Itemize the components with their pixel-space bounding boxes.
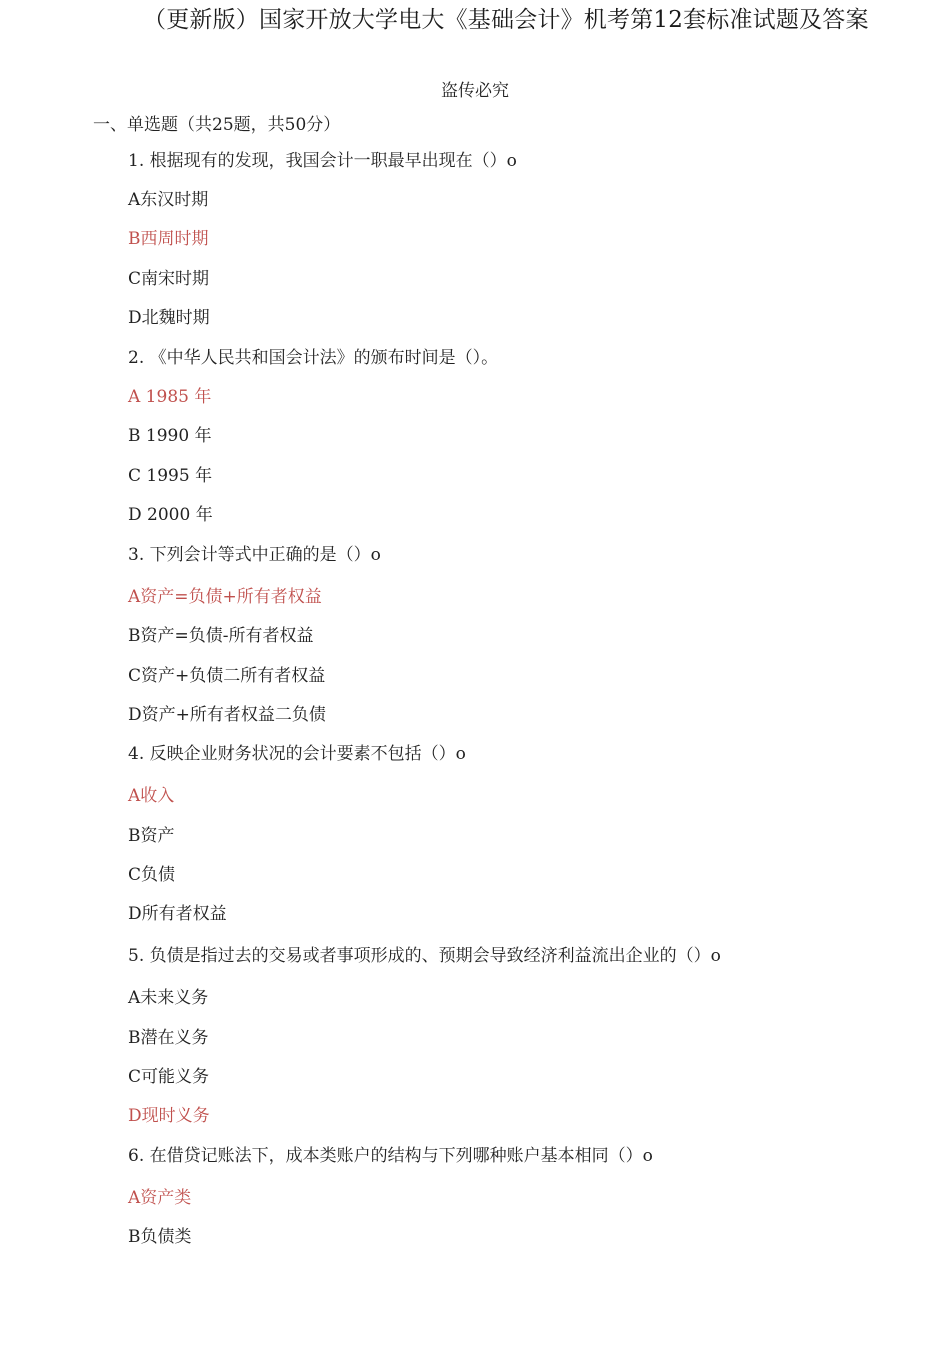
question-6-option-a: A资产类 xyxy=(128,1188,192,1208)
question-5-option-a: A未来义务 xyxy=(128,988,209,1008)
question-1-option-d: D北魏时期 xyxy=(128,308,210,328)
question-2-option-b: B 1990 年 xyxy=(128,426,212,446)
question-6-text: 6. 在借贷记账法下，成本类账户的结构与下列哪种账户基本相同（）o xyxy=(128,1146,653,1166)
question-5-option-c: C可能义务 xyxy=(128,1067,210,1087)
question-4-option-d: D所有者权益 xyxy=(128,904,227,924)
question-4-text: 4. 反映企业财务状况的会计要素不包括（）o xyxy=(128,744,466,764)
question-3-option-c: C资产+负债二所有者权益 xyxy=(128,666,326,686)
question-2-text: 2. 《中华人民共和国会计法》的颁布时间是（）。 xyxy=(128,348,499,368)
question-1-option-c: C南宋时期 xyxy=(128,269,210,289)
question-2-option-c: C 1995 年 xyxy=(128,466,213,486)
question-3-option-b: B资产=负债-所有者权益 xyxy=(128,626,314,646)
question-4-option-b: B资产 xyxy=(128,826,175,846)
question-5-text: 5. 负债是指过去的交易或者事项形成的、预期会导致经济利益流出企业的（）o xyxy=(128,946,721,966)
document-title: （更新版）国家开放大学电大《基础会计》机考第12套标准试题及答案 xyxy=(143,7,869,33)
question-3-option-d: D资产+所有者权益二负债 xyxy=(128,705,326,725)
question-3-text: 3. 下列会计等式中正确的是（）o xyxy=(128,545,381,565)
question-5-option-b: B潜在义务 xyxy=(128,1028,209,1048)
question-4-option-a: A收入 xyxy=(128,786,175,806)
question-3-option-a: A资产=负债+所有者权益 xyxy=(128,587,322,607)
question-2-option-a: A 1985 年 xyxy=(128,387,212,407)
question-4-option-c: C负债 xyxy=(128,865,176,885)
question-1-text: 1. 根据现有的发现，我国会计一职最早出现在（）o xyxy=(128,151,517,171)
question-2-option-d: D 2000 年 xyxy=(128,505,213,525)
question-5-option-d: D现时义务 xyxy=(128,1106,210,1126)
question-1-option-a: A东汉时期 xyxy=(128,190,209,210)
question-1-option-b: B西周时期 xyxy=(128,229,209,249)
watermark-notice: 盗传必究 xyxy=(441,81,509,101)
question-6-option-b: B负债类 xyxy=(128,1227,192,1247)
section-heading: 一、单选题（共25题，共50分） xyxy=(93,115,341,135)
